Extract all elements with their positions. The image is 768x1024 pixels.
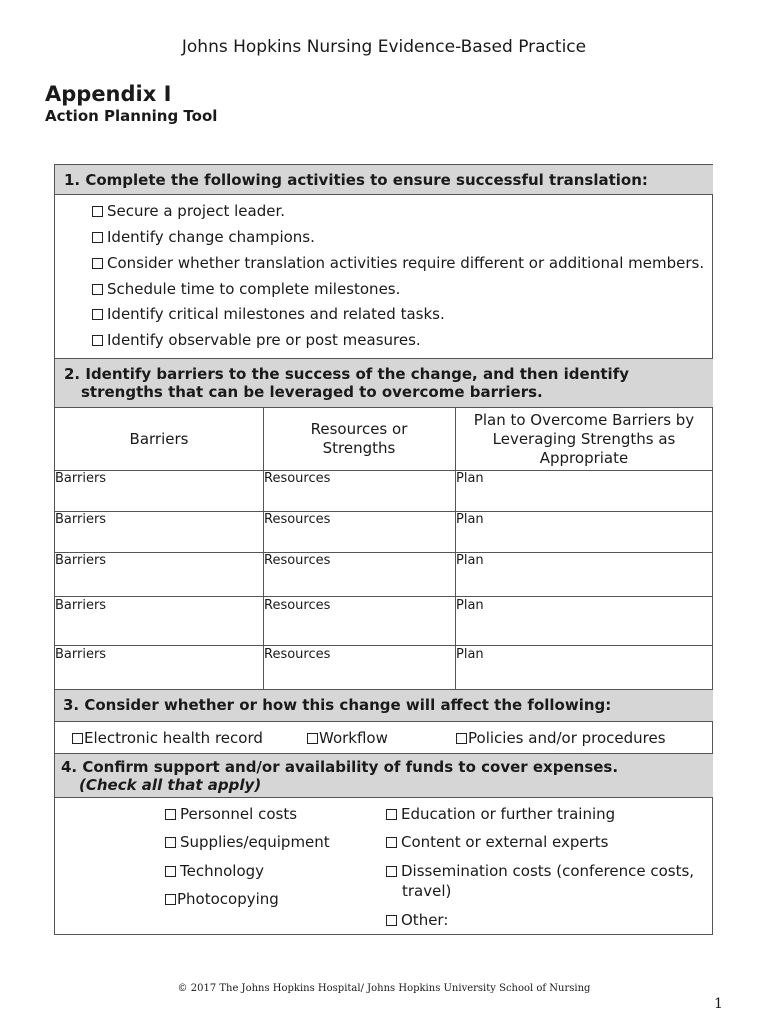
barriers-cell[interactable]: Barriers [55,553,107,568]
plan-cell[interactable]: Plan [456,512,484,527]
checkbox-icon[interactable] [92,232,103,243]
checkbox-icon[interactable] [92,206,103,217]
funding-option-dissemination-line2: travel) [402,882,452,900]
checkbox-icon[interactable] [92,258,103,269]
checklist-item[interactable]: Identify observable pre or post measures. [92,331,421,349]
document-subtitle: Action Planning Tool [45,107,218,125]
section2-heading-line2: strengths that can be leveraged to overcome barriers. [81,383,543,401]
checklist-item[interactable]: Identify change champions. [92,228,315,246]
section3-heading: 3. Consider whether or how this change will affect the following: [63,696,612,714]
barriers-cell[interactable]: Barriers [55,598,107,613]
section2-heading-line1: 2. Identify barriers to the success of the change, and then identify [64,365,629,383]
checkbox-icon[interactable] [92,335,103,346]
checkbox-icon[interactable] [386,809,397,820]
plan-cell[interactable]: Plan [456,471,484,486]
checklist-item[interactable]: Secure a project leader. [92,202,285,220]
funding-option-supplies[interactable]: Supplies/equipment [165,833,330,851]
section4-heading: 4. Confirm support and/or availability of funds to cover expenses. [61,758,619,776]
section2-heading-band [55,358,713,408]
table-divider [55,511,713,512]
table-divider [55,596,713,597]
section4-subheading: (Check all that apply) [79,776,262,794]
resources-cell[interactable]: Resources [264,512,331,527]
table-divider [55,552,713,553]
option-workflow[interactable]: Workflow [307,729,388,747]
option-policies[interactable]: Policies and/or procedures [456,729,666,747]
section1-heading: 1. Complete the following activities to ensure successful translation: [64,171,648,189]
checkbox-icon[interactable] [92,309,103,320]
funding-option-education[interactable]: Education or further training [386,805,615,823]
checklist-item[interactable]: Schedule time to complete milestones. [92,280,400,298]
checkbox-icon[interactable] [456,733,467,744]
checkbox-icon[interactable] [165,837,176,848]
page-number: 1 [714,996,723,1012]
section3-heading-band [55,689,713,722]
section4-heading-band [55,753,713,798]
copyright-footer: © 2017 The Johns Hopkins Hospital/ Johns Hopkins University School of Nursing [177,983,591,994]
checkbox-icon[interactable] [165,809,176,820]
section1-heading-band [55,164,713,195]
barriers-cell[interactable]: Barriers [55,512,107,527]
checklist-item[interactable]: Identify critical milestones and related tasks. [92,305,445,323]
funding-option-other[interactable]: Other: [386,911,448,929]
plan-cell[interactable]: Plan [456,598,484,613]
option-electronic-health-record[interactable]: Electronic health record [72,729,263,747]
barriers-cell[interactable]: Barriers [55,647,107,662]
checklist-item[interactable]: Consider whether translation activities require different or additional members. [92,254,704,272]
table-divider [55,645,713,646]
funding-option-experts[interactable]: Content or external experts [386,833,608,851]
column-header-resources: Resources or Strengths [310,420,408,457]
resources-cell[interactable]: Resources [264,647,331,662]
checkbox-icon[interactable] [165,866,176,877]
plan-cell[interactable]: Plan [456,647,484,662]
checkbox-icon[interactable] [72,733,83,744]
resources-cell[interactable]: Resources [264,553,331,568]
funding-option-technology[interactable]: Technology [165,862,264,880]
checkbox-icon[interactable] [165,894,176,905]
funding-option-dissemination[interactable]: Dissemination costs (conference costs, [386,862,694,880]
column-header-plan: Plan to Overcome Barriers by Leveraging Strengths as Appropriate [473,411,695,467]
table-divider [55,470,713,471]
checkbox-icon[interactable] [386,915,397,926]
checkbox-icon[interactable] [307,733,318,744]
checkbox-icon[interactable] [386,837,397,848]
checkbox-icon[interactable] [386,866,397,877]
checkbox-icon[interactable] [92,284,103,295]
barriers-cell[interactable]: Barriers [55,471,107,486]
resources-cell[interactable]: Resources [264,471,331,486]
resources-cell[interactable]: Resources [264,598,331,613]
funding-option-photocopying[interactable]: Photocopying [165,890,279,908]
funding-option-personnel[interactable]: Personnel costs [165,805,297,823]
document-header: Johns Hopkins Nursing Evidence-Based Practice [181,37,587,57]
column-header-barriers: Barriers [129,430,189,448]
appendix-title: Appendix I [45,82,172,106]
plan-cell[interactable]: Plan [456,553,484,568]
